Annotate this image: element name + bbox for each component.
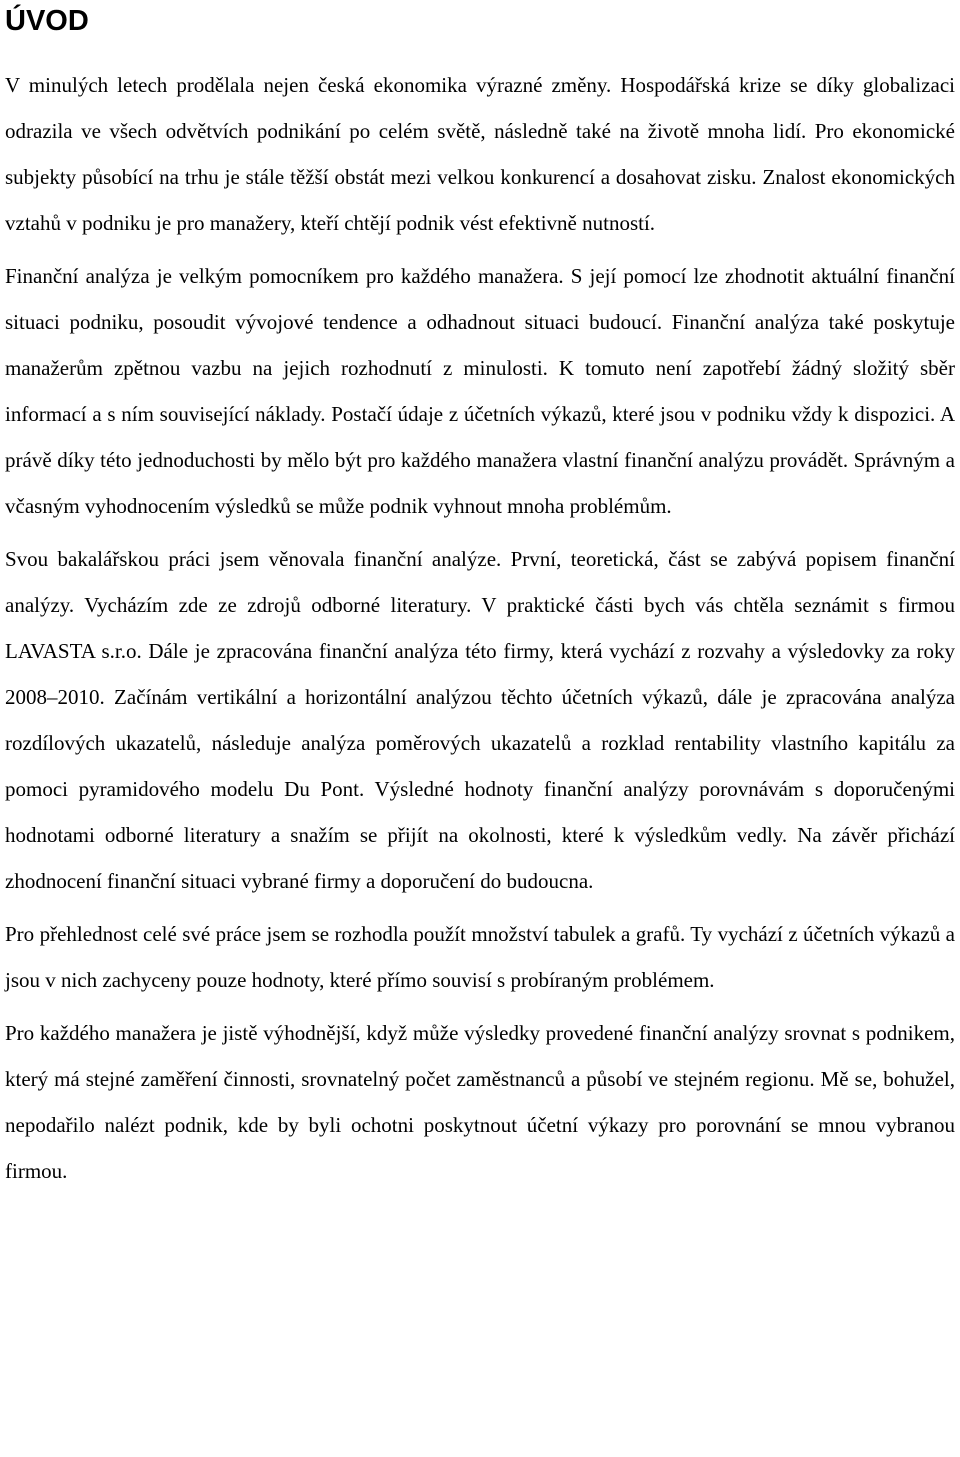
paragraph-3: Svou bakalářskou práci jsem věnovala finanční analýze. První, teoretická, část se zabývá popisem finanční analýzy. Vycházím zde ze zdrojů odborné literatury. V praktické části bych vás chtěla seznámit s firmou LAVASTA s.r.o. Dále je zpracována finanční analýza této firmy, která vychází z rozvahy a výsledovky za roky 2008–2010. Začínám vertikální a horizontální analýzou těchto účetních výkazů, dále je zpracována analýza rozdílových ukazatelů, následuje analýza poměrových ukazatelů a rozklad rentability vlastního kapitálu za pomoci pyramidového modelu Du Pont. Výsledné hodnoty finanční analýzy porovnávám s doporučenými hodnotami odborné literatury a snažím se přijít na okolnosti, které k výsledkům vedly. Na závěr přichází zhodnocení finanční situaci vybrané firmy a doporučení do budoucna. [5, 547, 955, 893]
section-heading: ÚVOD [5, 5, 89, 37]
paragraph-2: Finanční analýza je velkým pomocníkem pro každého manažera. S její pomocí lze zhodnotit aktuální finanční situaci podniku, posoudit vývojové tendence a odhadnout situaci budoucí. Finanční analýza také poskytuje manažerům zpětnou vazbu na jejich rozhodnutí z minulosti. K tomuto není zapotřebí žádný složitý sběr informací a s ním související náklady. Postačí údaje z účetních výkazů, které jsou v podniku vždy k dispozici. A právě díky této jednoduchosti by mělo být pro každého manažera vlastní finanční analýzu provádět. Správným a včasným vyhodnocením výsledků se může podnik vyhnout mnoha problémům. [5, 264, 955, 518]
paragraph-1: V minulých letech prodělala nejen česká ekonomika výrazné změny. Hospodářská krize se díky globalizaci odrazila ve všech odvětvích podnikání po celém světě, následně také na životě mnoha lidí. Pro ekonomické subjekty působící na trhu je stále těžší obstát mezi velkou konkurencí a dosahovat zisku. Znalost ekonomických vztahů v podniku je pro manažery, kteří chtějí podnik vést efektivně nutností. [5, 73, 955, 235]
paragraph-4: Pro přehlednost celé své práce jsem se rozhodla použít množství tabulek a grafů. Ty vychází z účetních výkazů a jsou v nich zachyceny pouze hodnoty, které přímo souvisí s probíraným problémem. [5, 922, 955, 992]
document-page [5, 0, 955, 1194]
paragraph-5: Pro každého manažera je jistě výhodnější, když může výsledky provedené finanční analýzy srovnat s podnikem, který má stejné zaměření činnosti, srovnatelný počet zaměstnanců a působí ve stejném regionu. Mě se, bohužel, nepodařilo nalézt podnik, kde by byli ochotni poskytnout účetní výkazy pro porovnání se mnou vybranou firmou. [5, 1021, 955, 1183]
